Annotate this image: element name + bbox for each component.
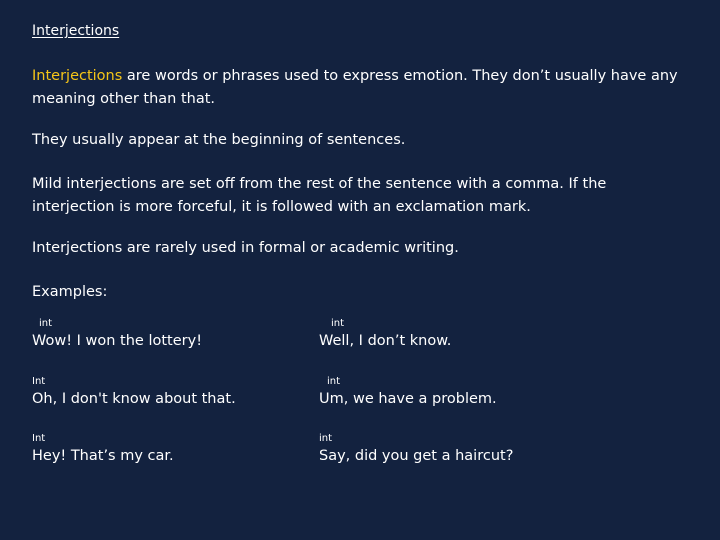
example-tag: Int: [32, 433, 46, 444]
example-tag: int: [39, 318, 53, 329]
example-tag: int: [327, 376, 341, 387]
intro-highlight: Interjections: [32, 68, 123, 84]
example-tag: Int: [32, 376, 46, 387]
example-sentence: Hey! That’s my car.: [32, 448, 174, 464]
example-sentence: Say, did you get a haircut?: [319, 448, 514, 464]
paragraph-formality: Interjections are rarely used in formal or academic writing.: [32, 240, 459, 256]
example-sentence: Wow! I won the lottery!: [32, 333, 203, 349]
paragraph-punctuation: Mild interjections are set off from the rest of the sentence with a comma. If the interjection is more forceful, it is followed with an exclamation mark.: [32, 176, 607, 215]
examples-label: Examples:: [32, 284, 108, 300]
example-tag: int: [331, 318, 345, 329]
paragraph-position: They usually appear at the beginning of sentences.: [32, 132, 406, 148]
slide-title: Interjections: [32, 23, 120, 39]
example-sentence: Um, we have a problem.: [319, 391, 497, 407]
example-sentence: Oh, I don't know about that.: [32, 391, 236, 407]
intro-text: are words or phrases used to express emotion. They don’t usually have any meaning other than that.: [32, 68, 678, 107]
example-sentence: Well, I don’t know.: [319, 333, 452, 349]
example-tag: int: [319, 433, 333, 444]
intro-paragraph: [32, 65, 692, 111]
